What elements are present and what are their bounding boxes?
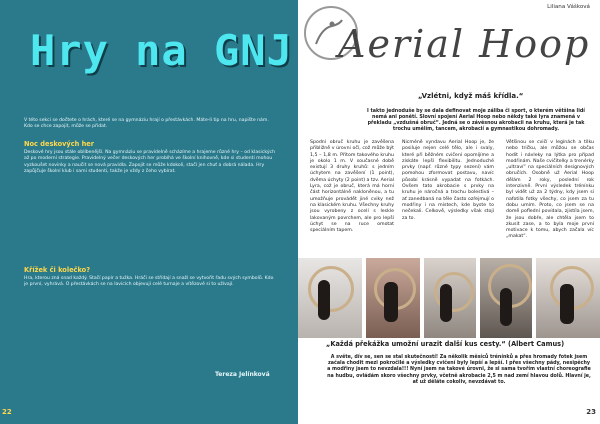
left-page-title: Hry na GNJ [30, 26, 293, 75]
acrobat-2 [384, 282, 398, 322]
article-column-2 [402, 140, 494, 222]
lead-paragraph: I takto jednoduše by se dala definovat moje záliba či sport, o kterém většina lidí nemá ani ponětí. Slovní spojení Aerial Hoop nebo někdy také lyra znamená v překladu „vzdušná obruč“. Jedná se o závěsnou akrobacii na kruhu, která je tak trochu umělím, tancem, akrobacií a gymnastikou dohromady. [367, 108, 585, 133]
acrobat-5 [560, 284, 574, 324]
photo-5 [536, 258, 600, 338]
section-heading-tictactoe: Křížek či kolečko? [24, 266, 91, 274]
hoop-ring-1 [308, 266, 354, 312]
photo-3 [424, 258, 476, 338]
section-heading-board-games: Noc deskových her [24, 140, 95, 148]
right-page-number: 23 [586, 408, 596, 416]
acrobat-3 [440, 284, 452, 322]
left-page [0, 0, 298, 424]
photo-1 [298, 258, 362, 338]
section-text-board-games: Deskové hry jsou stále oblíbenější. Na gymnáziu se pravidelně scházíme a hrajeme různé hry – od klasických až po moderní strategie. Pravidelný večer deskových her probíhá ve školní knihovně, kde si studenti mohou vyzkoušet novinky a naučit se nová pravidla. Zapojit se může kdokoli, stačí jen chuť a dobrá nálada. Hry zapůjčuje školní klub i sami studenti, takže je vždy z čeho vybírat. [24, 150, 275, 174]
left-page-number: 22 [2, 408, 12, 416]
right-page-title: Aerial Hoop [338, 22, 591, 66]
photo-2 [366, 258, 420, 338]
bottom-quote: „Každá překážka umožní urazit další kus cesty.“ (Albert Camus) [326, 340, 565, 348]
top-quote: „Vzlétni, když máš křídla.“ [418, 92, 524, 100]
acrobat-1 [318, 280, 330, 320]
left-intro: V této sekci se dočtete o hrách, které se na gymnáziu hrají o přestávkách. Máte-li tip na hru, napište nám. Kdo se chce zapojit, může se přidat. [24, 118, 269, 130]
article-column-1 [310, 140, 394, 234]
closing-paragraph: A světe, dív se, sen se stal skutečností! Za několik měsíců trénínků a přes hromady fotek jsem začala chodit mezi pokročilé a výsledky cvičení byly lepší a lepší. I přes všechny pády, nesipěchy a modřiny jsem to nevzdala!!! Nyní jsem na takové úrovni, že si sama tvořím vlastní choreografie na hudbu, ovládám skoro všechny prvky, včetně akrobacie 2,5 m nad zemí hlavou dolů. Hlavní je, ať už děláte cokoliv, nevzdávat to. [327, 354, 591, 385]
column-1-text: Spodní obruč kruhu je zavěšena přibližně v úrovni očí, což může být 1,5 – 1,8 m. Přitom takového kruhu je okolo 1 m. V současné době existují 3 druhy kruhů: s jedním úchytem na zavěšení (1 point), dvěma úchyty (2 point) a tzv. Aerial Lyra, což je obruč, která má horní část horizontálně nakloněnou, a tu umožňuje provádět jiné cviky než na klasickém kruhu. Všechny kruhy jsou vyrobeny z ocelí s leskle lakovaným povrchem, ale pro lepší úchyt se na ruce omotat speciálním tapem. [310, 140, 394, 234]
column-3-text: Většinou se cvičí v legínách a tílku nebo tričku, ale můžou se občas hodit i návleky na lýtka pro případ modřinám. Naše cvičitelky a trenérky „ultraví“ na speciálních designových obručích. Osobně už Aerial Hoop dělám 2 roky, poslední rok intenzivně. První výsledek trénínku byl vidět už za 2 týdny, kdy jsem si nafotila fotky všechy, co jsem za tu dobu umím. Proto, co jsem se na domě poflední povídala, zjistíla jsem, že jsou dobře, ale chtěla jsem to zkusit zase, a to byla moje první motivace k tomu, abych začala víc „makat“. [506, 140, 594, 240]
acrobat-4 [500, 288, 512, 326]
section-text-tictactoe: Hra, kterou zná snad každý. Stačí papír a tužka. Hráči se střídají a snaží se vytvořit řadu svých symbolů. Kdo je první, vyhrává. O přestávkách se na lavicích objevují celé turnaje a vítězové si to užívají. [24, 276, 274, 288]
left-author: Tereza Jelínková [215, 371, 270, 378]
photo-4 [480, 258, 532, 338]
right-author: Liliana Vášková [547, 4, 590, 10]
column-2-text: Nicméně vyndavu Aerial Hoop je, že posiluje nejen celé tělo, ale i svaly, které při běžném cvičení opomíjíme a získáte lepší flexibilitu. Jednoduché prvky (např. různé typy sezení) vám pomohou zformovat postavu, navíc působí krásně vypadat na fotkách. Ovšem tato akrobacie s prvky na kruhu je náročná a trochu bolestivá – ať zanedbaná na těle často ozřejmují o modřiny i na místech, kde byste to nečekali. Celkově, výsledky však stojí za to. [402, 140, 494, 221]
photo-strip [298, 258, 600, 338]
right-page [298, 0, 600, 424]
article-column-3 [506, 140, 594, 241]
